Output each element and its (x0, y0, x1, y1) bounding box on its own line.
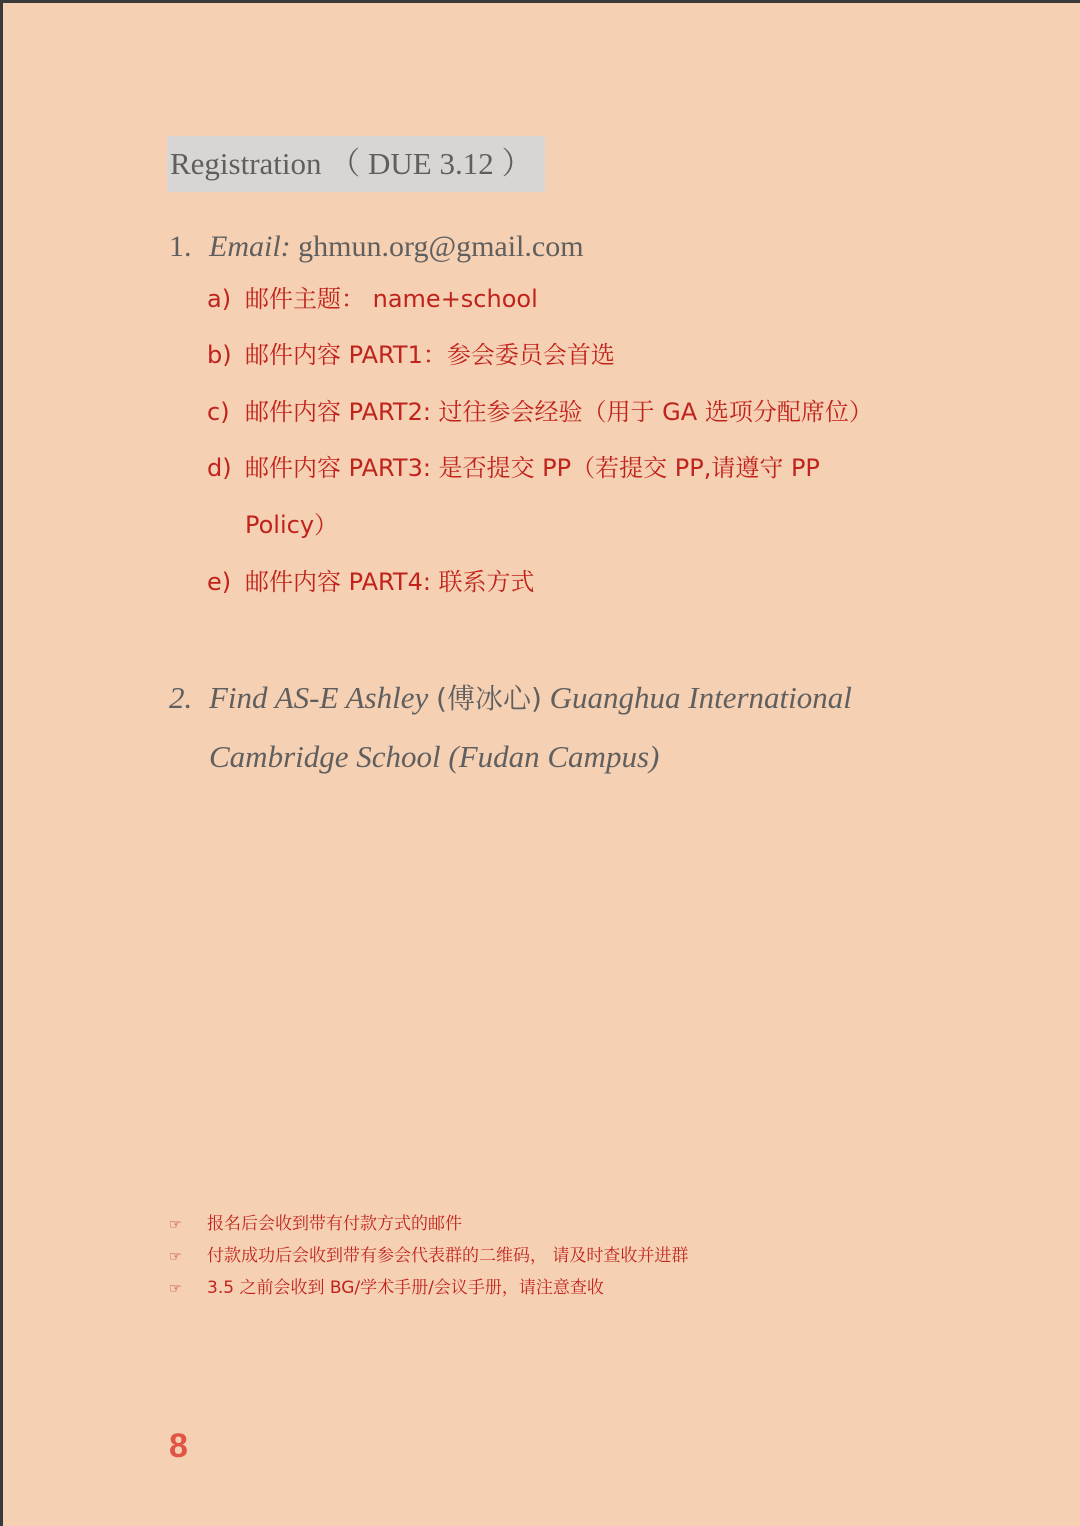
sub-item-e (207, 564, 535, 600)
sub-item-text: 邮件内容 PART2: 过往参会经验（用于 GA 选项分配席位） (245, 398, 873, 426)
sub-item-marker: e) (207, 568, 232, 596)
sub-item-marker: b) (207, 341, 232, 369)
sub-item-b (207, 337, 615, 373)
note-item (169, 1241, 688, 1273)
note-text: 付款成功后会收到带有参会代表群的二维码， 请及时查收并进群 (207, 1246, 689, 1266)
sub-item-marker: a) (207, 285, 232, 313)
contact-line-1 (169, 669, 852, 728)
sub-item-c (207, 394, 873, 430)
sub-item-text: 邮件主题： name+school (245, 285, 538, 313)
email-label: Email: (209, 230, 291, 263)
note-text: 3.5 之前会收到 BG/学术手册/会议手册，请注意查收 (207, 1278, 604, 1298)
page-number: 8 (169, 1427, 188, 1465)
sub-item-text: Policy） (245, 511, 339, 539)
note-text: 报名后会收到带有付款方式的邮件 (207, 1214, 462, 1234)
sub-item-a (207, 281, 538, 317)
sub-item-text: 邮件内容 PART4: 联系方式 (245, 568, 535, 596)
sub-item-text: 邮件内容 PART1：参会委员会首选 (245, 341, 615, 369)
note-item (169, 1273, 688, 1305)
contact-school: Guanghua International (541, 680, 852, 715)
email-item (169, 225, 584, 269)
email-item-number: 1. (169, 230, 192, 263)
email-address: ghmun.org@gmail.com (290, 230, 584, 263)
contact-text: Find AS-E Ashley (209, 680, 437, 715)
pointing-hand-icon: ☞ (169, 1217, 182, 1233)
sub-item-marker: c) (207, 398, 230, 426)
registration-heading: Registration （ DUE 3.12 ） (167, 136, 545, 192)
contact-item (169, 669, 852, 786)
pointing-hand-icon: ☞ (169, 1281, 182, 1297)
notes-list (169, 1209, 688, 1305)
sub-item-d-continuation (207, 507, 338, 543)
sub-item-marker: d) (207, 454, 232, 482)
sub-item-d (207, 450, 820, 486)
note-item (169, 1209, 688, 1241)
sub-item-text: 邮件内容 PART3: 是否提交 PP（若提交 PP,请遵守 PP (245, 454, 820, 482)
contact-item-number: 2. (169, 680, 193, 715)
contact-chinese-name: (傅冰心) (436, 682, 542, 715)
contact-line-2: Cambridge School (Fudan Campus) (209, 739, 660, 774)
pointing-hand-icon: ☞ (169, 1249, 182, 1265)
